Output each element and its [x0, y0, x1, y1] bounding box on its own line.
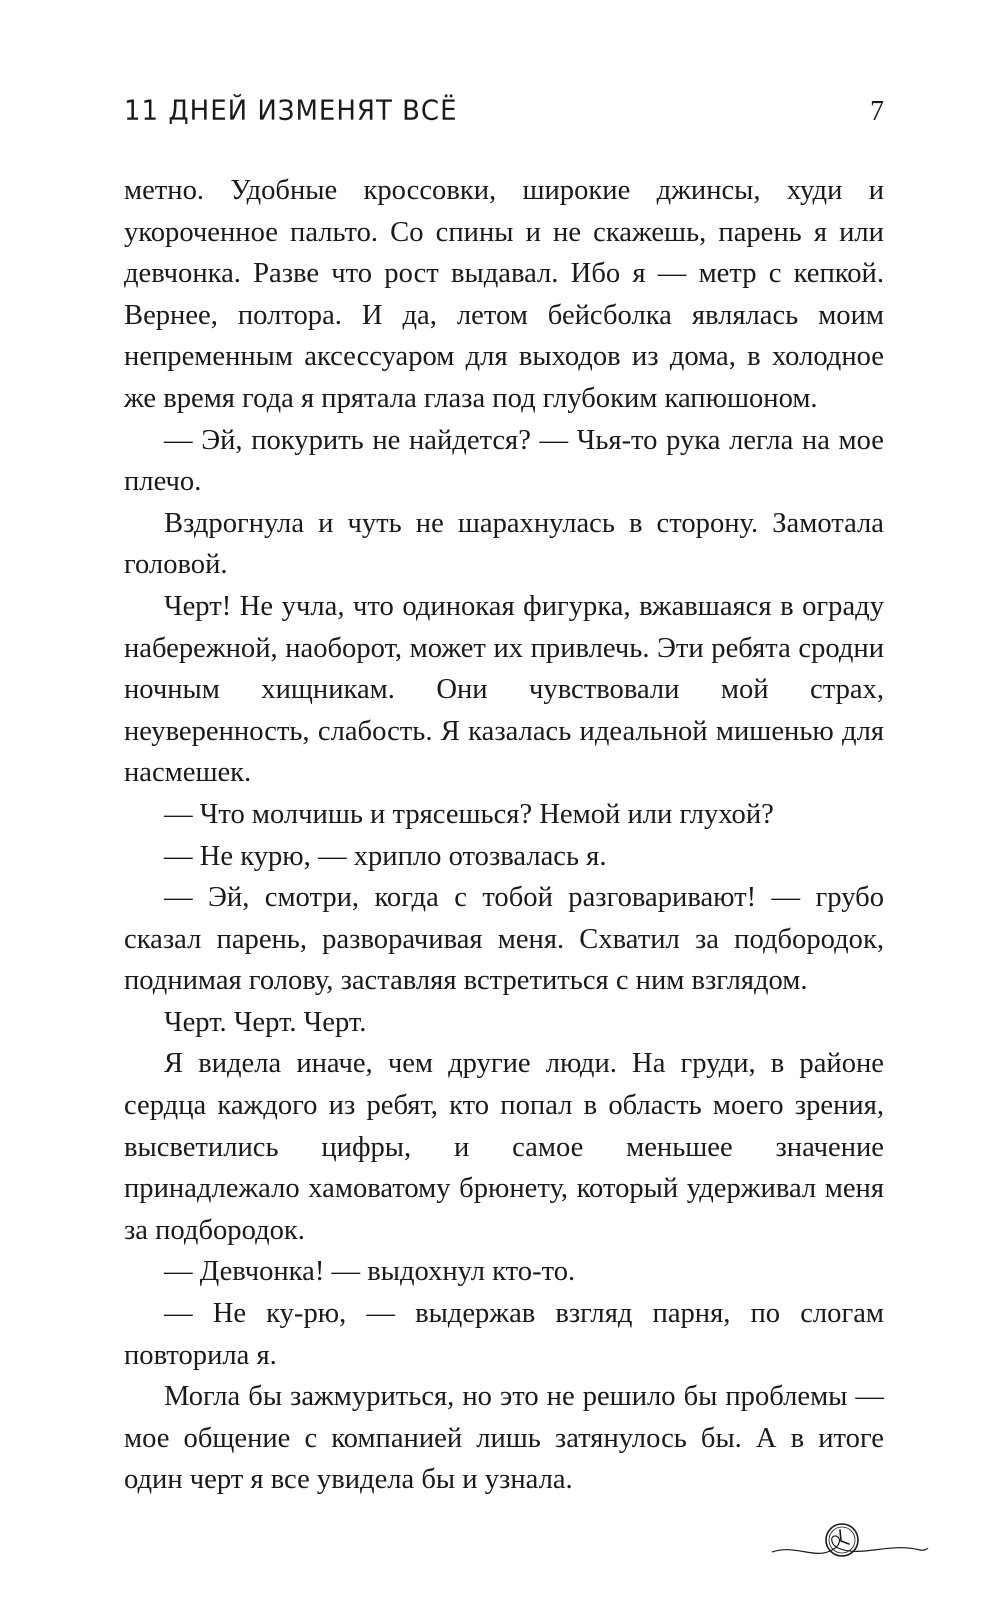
- paragraph: Я видела иначе, чем другие люди. На груди, в районе сердца каждого из ребят, кто попал в область моего зрения, высветились цифры, и самое меньшее значение принадлежало хамоватому брюнету, который удерживал меня за подбородок.: [124, 1048, 884, 1246]
- page-number: 7: [870, 96, 884, 127]
- paragraph: Черт. Черт. Черт.: [164, 1006, 367, 1038]
- paragraph: Черт! Не учла, что одинокая фигурка, вжавшаяся в ограду набережной, наоборот, может их привлечь. Эти ребята сродни ночным хищникам. Они чувствовали мой страх, неуверенность, слабость. Я казалась идеальной мишенью для насмешек.: [124, 590, 884, 789]
- paragraph: метно. Удобные кроссовки, широкие джинсы, худи и укороченное пальто. Со спины и не скажешь, парень я или девчонка. Разве что рост выдавал. Ибо я — метр с кепкой. Вернее, полтора. И да, летом бейсболка являлась моим непременным аксессуаром для выходов из дома, в холодное же время года я прятала глаза под глубоким капюшоном.: [124, 175, 884, 414]
- paragraph: Вздрогнула и чуть не шарахнулась в сторону. Замотала головой.: [124, 507, 884, 581]
- text-body: [124, 170, 884, 1501]
- paragraph: — Эй, покурить не найдется? — Чья-то рука легла на мое плечо.: [124, 424, 884, 498]
- paragraph: — Не ку-рю, — выдержав взгляд парня, по слогам повторила я.: [124, 1298, 884, 1371]
- book-title: 11 ДНЕЙ ИЗМЕНЯТ ВСЁ: [124, 95, 458, 127]
- paragraph: — Что молчишь и трясешься? Немой или глухой?: [164, 798, 774, 830]
- paragraph: — Эй, смотри, когда с тобой разговаривают! — грубо сказал парень, разворачивая меня. Схватил за подбородок, поднимая голову, заставляя встретиться с ним взглядом.: [124, 882, 884, 997]
- paragraph: Могла бы зажмуриться, но это не решило бы проблемы — мое общение с компанией лишь затянулось бы. А в итоге один черт я все увидела бы и узнала.: [124, 1381, 884, 1496]
- paragraph: — Не курю, — хрипло отозвалась я.: [164, 840, 607, 872]
- clock-swirl-icon: [770, 1508, 930, 1568]
- paragraph: — Девчонка! — выдохнул кто-то.: [164, 1256, 576, 1288]
- running-head: [124, 96, 884, 136]
